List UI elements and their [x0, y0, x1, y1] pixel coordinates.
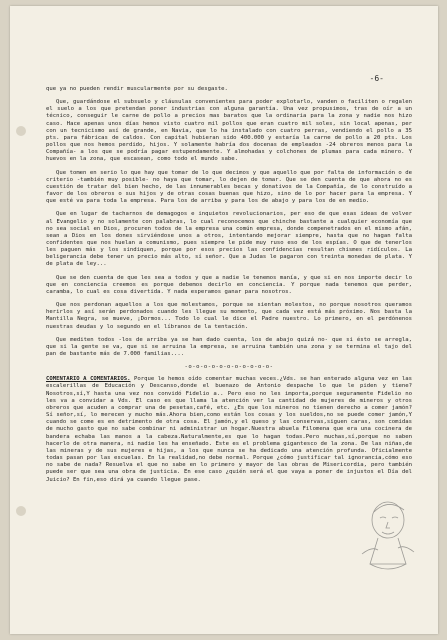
paragraph: Que nos perdonan aquellos a los que molestamos, porque se sientan molestos, no porque nosotros queramos herirlos y así serán perdonados cuando les llegue su momento, que cada vez está más próximo. Nos basta la Mantilla Negra, se mueve, ¡Dormos... Todo lo cual le dice el Padre nuestro. Lo primero, en el perdónenos nuestras deudas y lo segundo en el líbranos de la tentación. — [46, 302, 412, 330]
paragraph: Que, guardándose el subsuelo y cláusulas convenientes para poder explotarlo, vanden o faciliten o regalen el suelo a los que pretendan poner industrias con alguna garantía. Una vez propusimos, tras de oír a un técnico, conseguir le carne de pollo a precios mas baratos que la ordinaria para la zona y nadie nos hizo caso. Hace apenas unos días hemos visto cuatro mil pollos que eran cuatro mil soles, sin local apenas, per con un tecnicismo así de grande, en Navia, que lo ha instalado con cuatro perras, vendiendo el pollo a 35 pts. para fábricas de caldos. Con capital hubieran sido 400.000 y estaría la carne de pollo a 20 pts. Los pollos que nos hemos perdido, hijos. Y solamente habría dos docenas de empleados -24 obreros menos para la Compañía- a los que se podría pagar estupendamente. Y almohadas y colchones de plumas para cada minero. Y huevos en la zona, que escasean, como todo el mundo sabe. — [46, 99, 412, 163]
section-separator: -o-o-o-o-o-o-o-o-o-o-o- — [184, 364, 274, 371]
document-body — [46, 86, 412, 490]
commentary-text: Porque le hemos oído comentar muchas veces.¿Vds. se han enterado alguna vez en las escalerillas de Educación y Descanso,donde el buenazo de Antonio despache lo que le piden y tiene? Nosotros,sí,Y hasta una vez nos convidó Fidelio a.. Pero eso no les importa,porque seguramente Fidelio no les va a convidar a Vds. El caso es que llama la atención ver la cantidad de mujeres de mineros y otros obreros que acuden a comprar una de pesetas,café, etc. ¿Es que los mineros no tienen derecho a comer jamón? Sí señor,sí, lo merecen y mucho más.Ahora bien,como están los cosas y los sueldos,no se puede comer jamón,Y cuando se come es en detrimento de otra cosa. El jamón,y el queso y las conservas,siguen caras, son comidas de mucho gasto que no sabe combinar ni administrar un hogar.Nuestra abuela Filomena que era una cocinera de bandera echaba las manos a la cabeza.Naturalmente,es que lo hagan todas.Pero muchas,sí,porque no saben hacerlo de otra manera, ni nadie les ha enseñado. Este es el problema gigantesco de la zona. De las niñas,de las mineras y de sus mujeres e hijas, a los que nunca se ha dedicado una atención profunda. Oficialmente todas pasan por las escuelas. En la realidad,no debe normal. Porque ¿cómo justificar tal ignorancia,cómo eso no sabe de nada? Resuelva el que no sabe en lo primero y mayor de las obras de Misericordia, pero también puede ser que sea una obra de justicia. En ese caso ¿quién será el que vaya a poner de injustos el Día del Juicio? En fin,eso dirá ya cuando llegue pase. — [46, 376, 412, 483]
section-heading: COMENTARIO A COMENTARIOS. — [46, 376, 131, 383]
document-page — [10, 6, 438, 634]
page-number: -6- — [369, 74, 384, 83]
sketch-illustration-icon — [348, 494, 426, 580]
paragraph: Que mediten todos -los de arriba ya se han dado cuenta, los de abajo quizá no- que si ésto se arregla, que si la gente se va, que si se arruina la empresa, se arruina también una zona y se termina el tajo del pan de bastante más de 7.000 familias.... — [46, 336, 412, 357]
punch-hole — [16, 126, 26, 136]
paragraph: que ya no pueden rendir muscularmente por su desgaste. — [46, 86, 228, 92]
punch-hole — [16, 506, 26, 516]
paragraph: Que en lugar de tacharnos de demagogos e inquietos revolucionarios, per eso de que esas ideas de volver al Evangelio y no solamente con palabras, lo cual reconocemos que chinche bastante a cualquier economía que no sea social en Dios, procuren todos de la empresa una común empresa, donde compenetrados en el mismo afán, sean a Dios en los dones sirviéndose unos a otros, intentando mejorar siempre, hasta que no hagan falta confidentes que nos huelan a comunismo, pues siempre le pide muy ruso eso de los espías. O que de tenerlos les paguen más y los sindiquen, porque por esos precios las confidencias resultan chismes ridículos. La beligerancia debe tener un precio más alto, sí señor. Que a Judas le pagaron con treinta monedas de plata. Y de plata de ley... — [46, 211, 412, 268]
paragraph: Que se den cuenta de que les sea a todos y que a nadie le tenemos manía, y que si en nos importe decir lo que en conciencia creemos es porque debemos decirlo en conciencia. Y porque nada tenemos que perder, caramba, lo cual es cosa divertida. Y nada esperamos ganar para nosotros. — [46, 274, 412, 295]
commentary-paragraph — [46, 376, 412, 483]
paragraph: Que tomen en serio lo que hay que tomar de lo que decimos y que aquello que por falta de información o de criterio -también muy posible- no haya que tomar, lo dejen de tomar. Que se den cuenta de que ahora no es cuestión de tratar del bien hecho, de las innumerables becas y donativos de la Compañía, de lo construído a favor de los obreros o sus hijos y de otras cosas buenas que hizo, sino de lo por hacer para la empresa. Y que esté va para toda la empresa. Para los de arriba y para los de abajo y para los de en medio. — [46, 169, 412, 205]
